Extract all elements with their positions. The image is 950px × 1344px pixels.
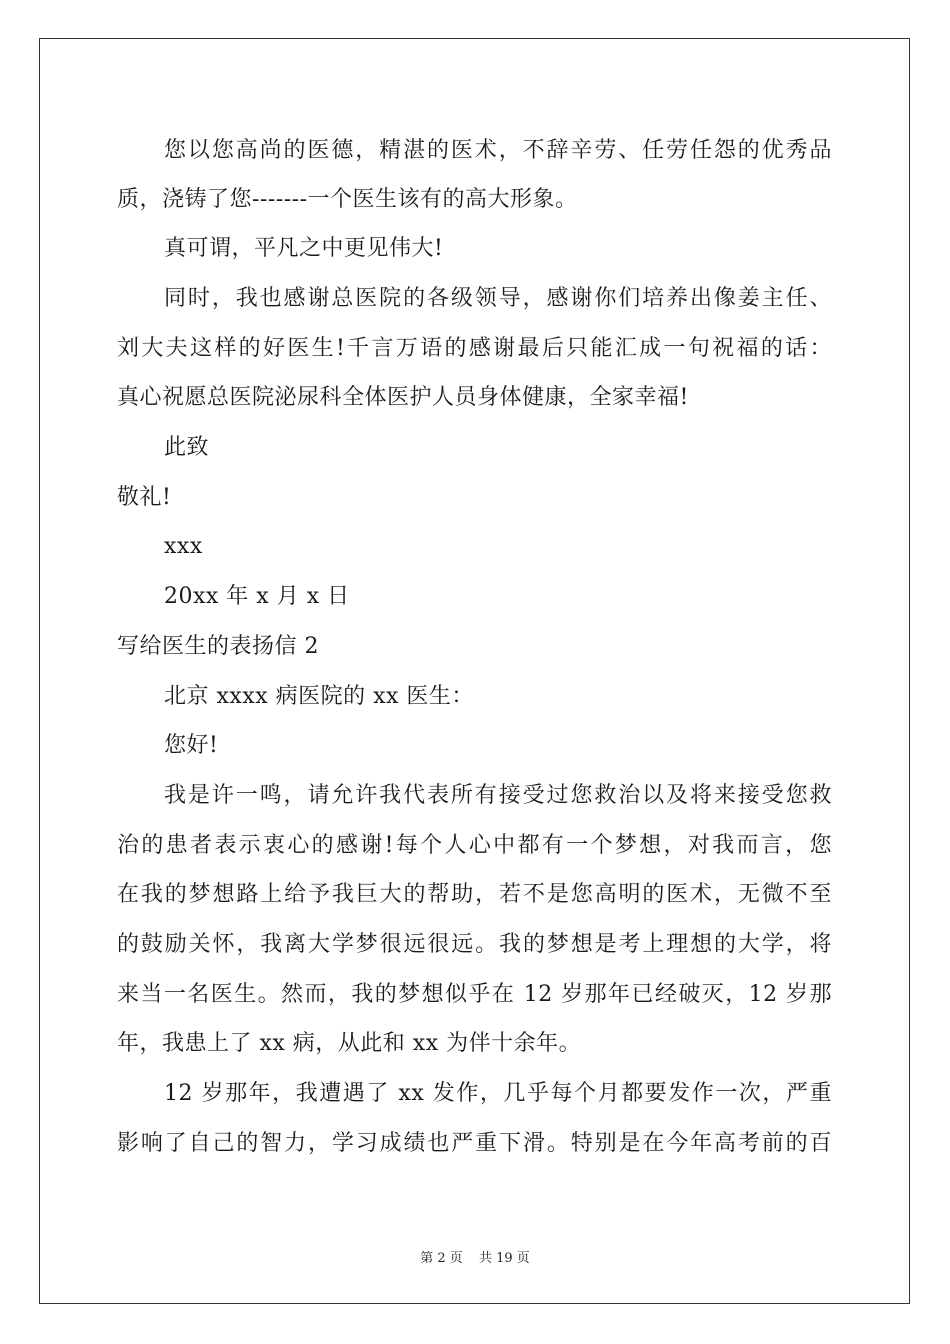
page-border: [39, 38, 910, 1304]
paragraph-line: 同时，我也感谢总医院的各级领导，感谢你们培养出像姜主任、: [164, 286, 832, 311]
paragraph-line: 年，我患上了 xx 病，从此和 xx 为伴十余年。: [117, 1031, 582, 1056]
paragraph-line: 您以您高尚的医德，精湛的医术，不辞辛劳、任劳任怨的优秀品: [164, 138, 832, 163]
signature-name: xxx: [164, 534, 203, 559]
paragraph-line: 影响了自己的智力，学习成绩也严重下滑。特别是在今年高考前的百: [117, 1131, 832, 1156]
page-total: 共 19 页: [478, 1251, 530, 1266]
paragraph-line: 的鼓励关怀，我离大学梦很远很远。我的梦想是考上理想的大学，将: [117, 932, 832, 957]
paragraph-line: 12 岁那年，我遭遇了 xx 发作，几乎每个月都要发作一次，严重: [164, 1081, 832, 1106]
paragraph-line: 真心祝愿总医院泌尿科全体医护人员身体健康，全家幸福!: [117, 385, 689, 410]
signature-date: 20xx 年 x 月 x 日: [164, 584, 350, 609]
closing-regards: 敬礼!: [117, 485, 172, 510]
paragraph-line: 真可谓，平凡之中更见伟大!: [164, 236, 444, 261]
paragraph-line: 来当一名医生。然而，我的梦想似乎在 12 岁那年已经破灭，12 岁那: [117, 982, 832, 1007]
page-footer: [0, 1247, 950, 1266]
paragraph-line: 质，浇铸了您-------一个医生该有的高大形象。: [117, 187, 578, 212]
section-title: 写给医生的表扬信 2: [117, 634, 319, 659]
paragraph-line: 在我的梦想路上给予我巨大的帮助，若不是您高明的医术，无微不至: [117, 882, 832, 907]
paragraph-line: 治的患者表示衷心的感谢!每个人心中都有一个梦想，对我而言，您: [117, 833, 832, 858]
paragraph-line: 我是许一鸣，请允许我代表所有接受过您救治以及将来接受您救: [164, 783, 832, 808]
letter-greeting: 您好!: [164, 733, 219, 758]
paragraph-line: 刘大夫这样的好医生!千言万语的感谢最后只能汇成一句祝福的话：: [117, 336, 832, 361]
page-number: 第 2 页: [420, 1251, 463, 1266]
letter-addressee: 北京 xxxx 病医院的 xx 医生：: [164, 684, 474, 709]
closing-salutation: 此致: [164, 435, 210, 460]
